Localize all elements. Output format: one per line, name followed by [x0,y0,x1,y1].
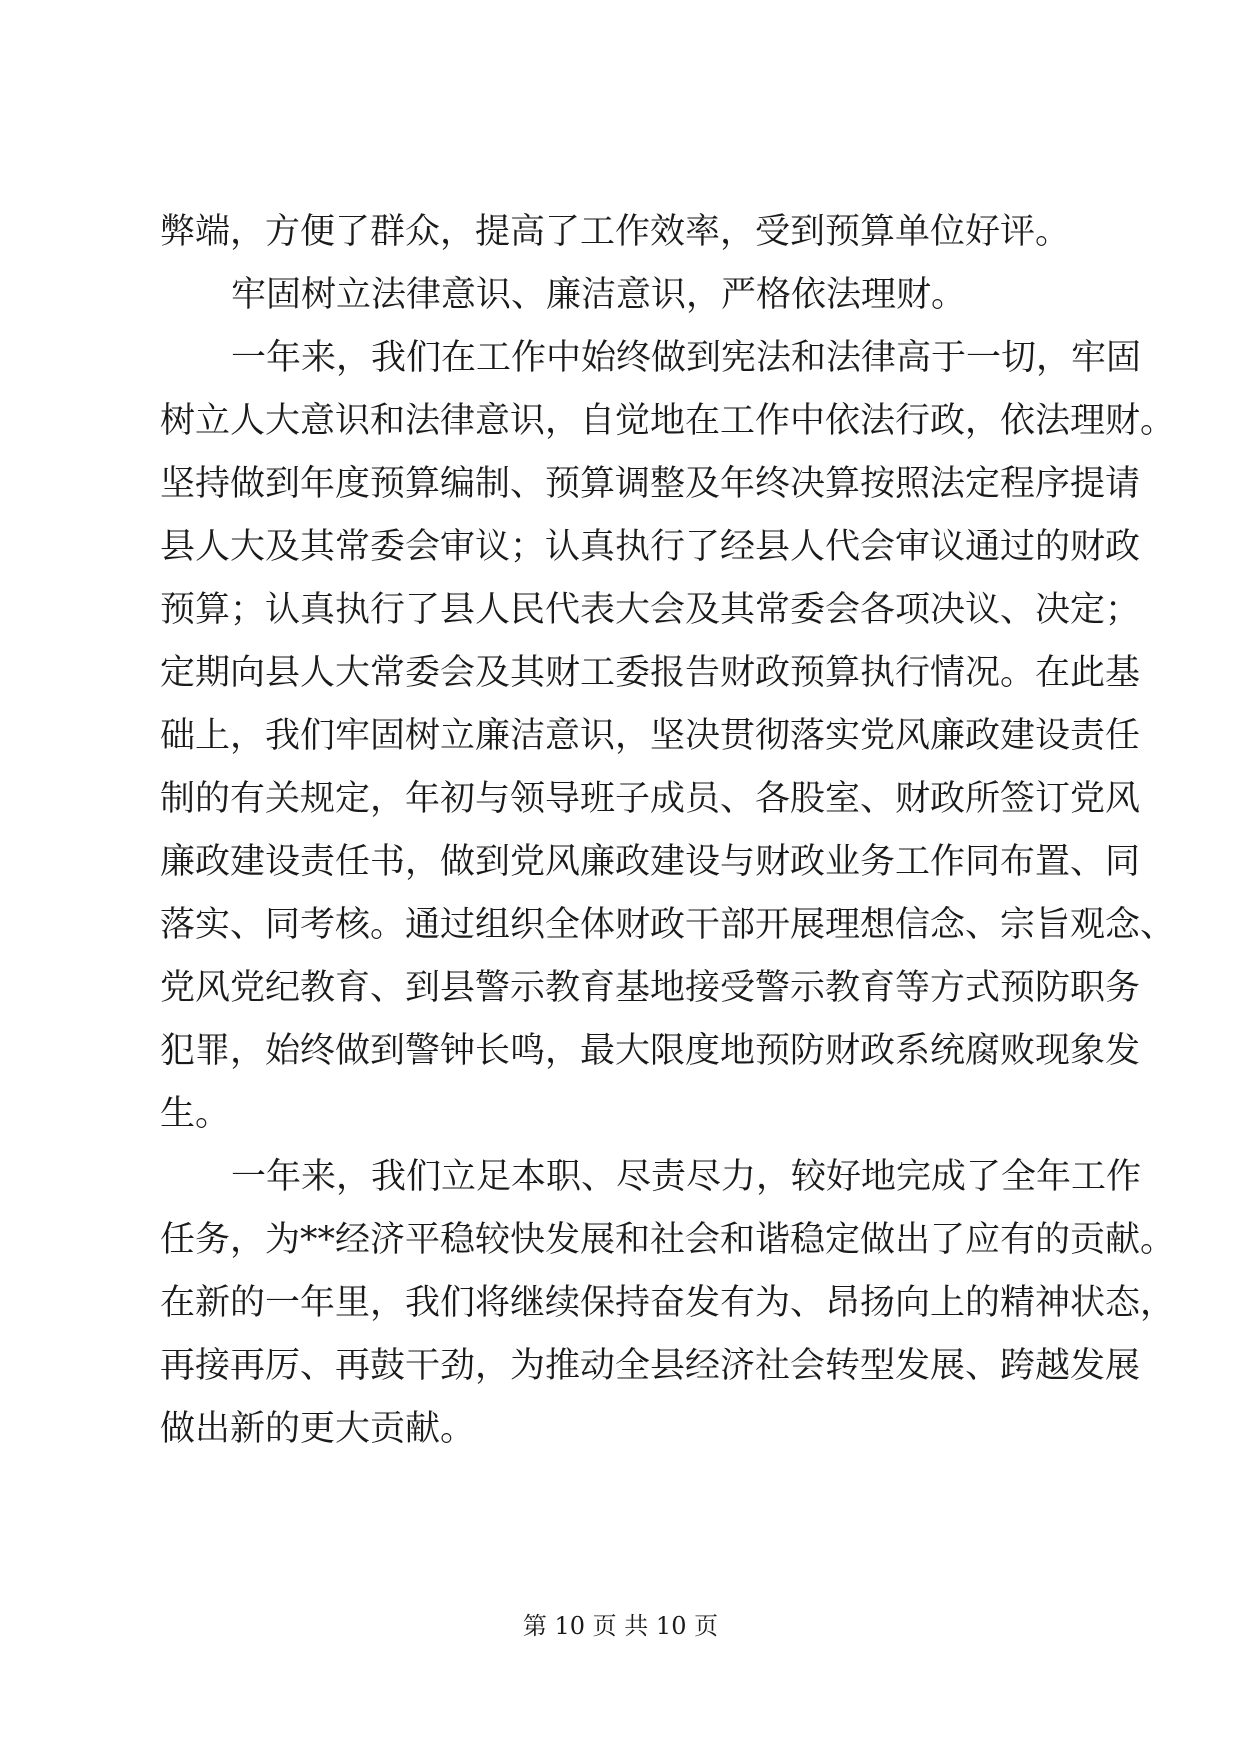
page-number-footer: 第 10 页 共 10 页 [522,1612,719,1640]
text-line: 一年来，我们立足本职、尽责尽力，较好地完成了全年工作 [231,1157,1142,1197]
text-line: 树立人大意识和法律意识，自觉地在工作中依法行政，依法理财。 [160,401,1176,441]
text-line: 定期向县人大常委会及其财工委报告财政预算执行情况。在此基 [160,653,1141,693]
text-line: 犯罪，始终做到警钟长鸣，最大限度地预防财政系统腐败现象发 [160,1031,1141,1071]
text-line: 党风党纪教育、到县警示教育基地接受警示教育等方式预防职务 [160,968,1141,1008]
text-line: 制的有关规定，年初与领导班子成员、各股室、财政所签订党风 [160,779,1141,819]
text-line: 弊端，方便了群众，提高了工作效率，受到预算单位好评。 [160,212,1071,252]
text-line: 础上，我们牢固树立廉洁意识，坚决贯彻落实党风廉政建设责任 [160,716,1141,756]
text-line: 在新的一年里，我们将继续保持奋发有为、昂扬向上的精神状态， [160,1283,1176,1323]
text-line: 落实、同考核。通过组织全体财政干部开展理想信念、宗旨观念、 [160,905,1176,945]
text-line: 预算；认真执行了县人民代表大会及其常委会各项决议、决定； [160,590,1141,630]
text-line: 生。 [160,1094,231,1134]
text-line: 任务，为**经济平稳较快发展和社会和谐稳定做出了应有的贡献。 [160,1220,1176,1260]
text-line: 一年来，我们在工作中始终做到宪法和法律高于一切，牢固 [231,338,1142,378]
text-line: 廉政建设责任书，做到党风廉政建设与财政业务工作同布置、同 [160,842,1141,882]
text-line: 再接再厉、再鼓干劲，为推动全县经济社会转型发展、跨越发展 [160,1346,1141,1386]
text-line: 做出新的更大贡献。 [160,1409,476,1449]
text-line: 县人大及其常委会审议；认真执行了经县人代会审议通过的财政 [160,527,1141,567]
paragraph-heading: 牢固树立法律意识、廉洁意识，严格依法理财。 [231,275,967,315]
text-line: 坚持做到年度预算编制、预算调整及年终决算按照法定程序提请 [160,464,1141,504]
